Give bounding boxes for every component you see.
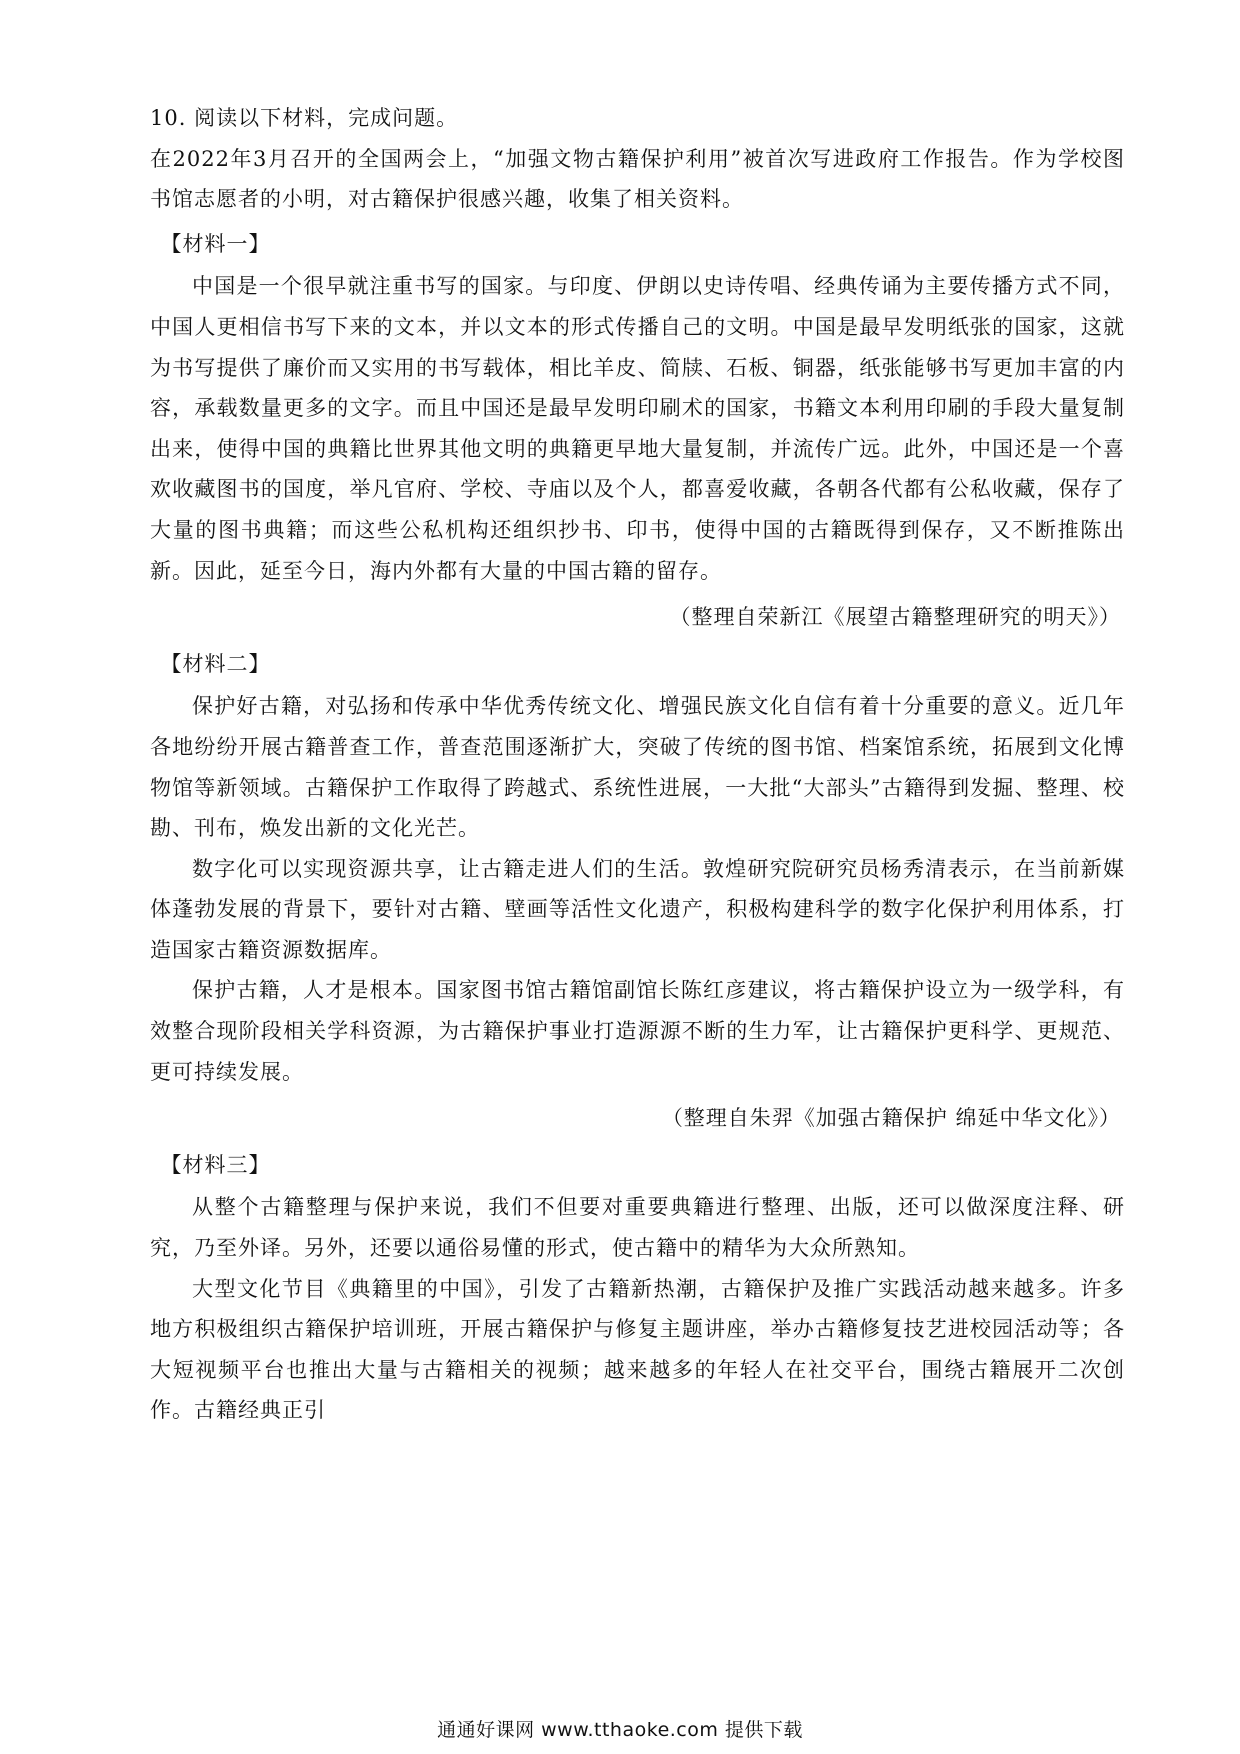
material2-heading: 【材料二】 [160, 651, 271, 676]
material3-heading: 【材料三】 [160, 1152, 271, 1177]
material2-paragraph: 保护古籍，人才是根本。国家图书馆古籍馆副馆长陈红彦建议，将古籍保护设立为一级学科，有效整合现阶段相关学科资源，为古籍保护事业打造源源不断的生力军，让古籍保护更科学、更规范、更可持续发展。 [150, 978, 1125, 1084]
page-footer: 通通好课网 www.tthaoke.com 提供下载 [437, 1719, 803, 1741]
question-title: 10. 阅读以下材料，完成问题。 [150, 106, 459, 130]
material3-paragraph: 从整个古籍整理与保护来说，我们不但要对重要典籍进行整理、出版，还可以做深度注释、研究，乃至外译。另外，还要以通俗易懂的形式，使古籍中的精华为大众所熟知。 [150, 1195, 1125, 1261]
material2-paragraph: 数字化可以实现资源共享，让古籍走进人们的生活。敦煌研究院研究员杨秀清表示，在当前新媒体蓬勃发展的背景下，要针对古籍、壁画等活性文化遗产，积极构建科学的数字化保护利用体系，打造国家古籍资源数据库。 [150, 856, 1125, 962]
material2-paragraph: 保护好古籍，对弘扬和传承中华优秀传统文化、增强民族文化自信有着十分重要的意义。近几年各地纷纷开展古籍普查工作，普查范围逐渐扩大，突破了传统的图书馆、档案馆系统，拓展到文化博物馆等新领域。古籍保护工作取得了跨越式、系统性进展，一大批“大部头”古籍得到发掘、整理、校勘、刊布，焕发出新的文化光芒。 [150, 694, 1125, 841]
question-intro: 在2022年3月召开的全国两会上，“加强文物古籍保护利用”被首次写进政府工作报告。作为学校图书馆志愿者的小明，对古籍保护很感兴趣，收集了相关资料。 [150, 146, 1125, 212]
document-page [150, 98, 1125, 1431]
material1-heading: 【材料一】 [160, 231, 271, 256]
material2-source: （整理自朱羿《加强古籍保护 绵延中华文化》） [661, 1106, 1121, 1131]
material3-paragraph: 大型文化节目《典籍里的中国》，引发了古籍新热潮，古籍保护及推广实践活动越来越多。许多地方积极组织古籍保护培训班，开展古籍保护与修复主题讲座，举办古籍修复技艺进校园活动等；各大短视频平台也推出大量与古籍相关的视频；越来越多的年轻人在社交平台，围绕古籍展开二次创作。古籍经典正引 [150, 1276, 1125, 1423]
material1-source: （整理自荣新江《展望古籍整理研究的明天》） [669, 605, 1121, 630]
material1-paragraph: 中国是一个很早就注重书写的国家。与印度、伊朗以史诗传唱、经典传诵为主要传播方式不同，中国人更相信书写下来的文本，并以文本的形式传播自己的文明。中国是最早发明纸张的国家，这就为书写提供了廉价而又实用的书写载体，相比羊皮、简牍、石板、铜器，纸张能够书写更加丰富的内容，承载数量更多的文字。而且中国还是最早发明印刷术的国家，书籍文本利用印刷的手段大量复制出来，使得中国的典籍比世界其他文明的典籍更早地大量复制，并流传广远。此外，中国还是一个喜欢收藏图书的国度，举凡官府、学校、寺庙以及个人，都喜爱收藏，各朝各代都有公私收藏，保存了大量的图书典籍；而这些公私机构还组织抄书、印书，使得中国的古籍既得到保存，又不断推陈出新。因此，延至今日，海内外都有大量的中国古籍的留存。 [150, 274, 1125, 583]
